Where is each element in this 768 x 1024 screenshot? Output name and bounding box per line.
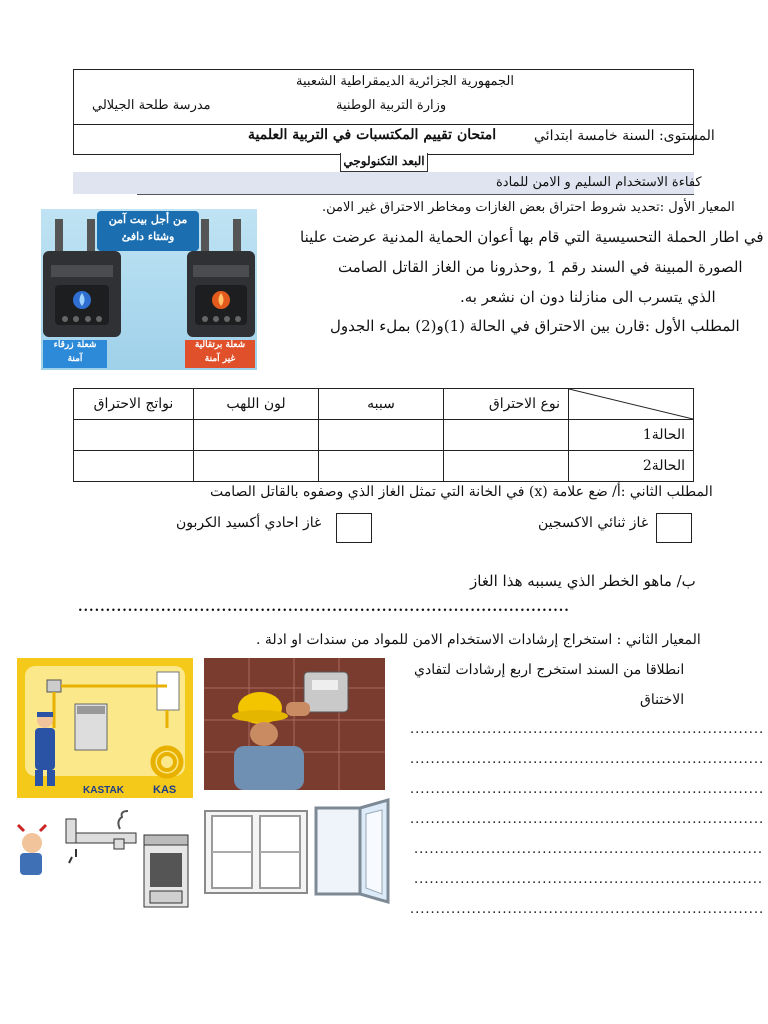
safety-poster-image: [41, 209, 257, 370]
poster-label-blue-2: آمنة: [67, 354, 83, 364]
table-cell[interactable]: [444, 420, 569, 451]
answer-dots-3[interactable]: .....................................................................: [410, 782, 765, 797]
paragraph-line1: في اطار الحملة التحسيسية التي قام بها أعوان الحماية المدنية عرضت علينا: [300, 228, 764, 246]
table-cell[interactable]: [444, 451, 569, 482]
criterion2-instruction-2: الاختناق: [640, 692, 685, 708]
poster-headline-2: وشتاء دافئ: [121, 230, 175, 243]
task1-instruction: المطلب الأول :قارن بين الاحتراق في الحالة (1)و(2) بملء الجدول: [330, 317, 740, 335]
competency-underline: [137, 194, 694, 195]
answer-dots-2[interactable]: .....................................................................: [410, 752, 765, 767]
paragraph-line2: الصورة المبينة في السند رقم 1 ,وحذرونا من الغاز القاتل الصامت: [338, 258, 743, 276]
open-window-image: [314, 798, 392, 906]
school-name: مدرسة طلحة الجيلالي: [92, 98, 211, 113]
row-label-case1: الحالة1: [569, 420, 694, 451]
table-row: [74, 420, 694, 451]
table-corner-cell: [569, 389, 694, 420]
criterion2-title: المعيار الثاني : استخراج إرشادات الاستخدام الامن للمواد من سندات او ادلة .: [256, 632, 701, 648]
checkbox-carbon-monoxide[interactable]: [336, 513, 372, 543]
task2-instruction: المطلب الثاني :أ/ ضع علامة (x) في الخانة التي تمثل الغاز الذي وصفوه بالقاتل الصامت: [210, 484, 713, 500]
technician-illustration: [204, 658, 385, 790]
answer-dots-4[interactable]: .....................................................................: [410, 812, 765, 827]
checkbox-oxygen[interactable]: [656, 513, 692, 543]
poster-label-blue-1: شعلة زرقاء: [53, 340, 97, 350]
row-label-case2: الحالة2: [569, 451, 694, 482]
table-cell[interactable]: [74, 420, 194, 451]
header-separator: [74, 124, 693, 125]
criterion1-title: المعيار الأول :تحديد شروط احتراق بعض الغازات ومخاطر الاحتراق غير الامن.: [322, 200, 735, 215]
table-cell[interactable]: [194, 451, 319, 482]
closed-window-icon: [204, 810, 308, 894]
closed-window-image: [204, 810, 308, 894]
header-combustion-products: نواتج الاحتراق: [74, 389, 194, 420]
header-flame-color: لون اللهب: [194, 389, 319, 420]
answer-dots-5[interactable]: ....................................................................: [414, 842, 763, 857]
header-cause: سببه: [319, 389, 444, 420]
table-header-row: [74, 389, 694, 420]
table-cell[interactable]: [194, 420, 319, 451]
poster-label-orange-2: غير آمنة: [204, 354, 236, 364]
table-row: [74, 451, 694, 482]
ministry-title: وزارة التربية الوطنية: [336, 98, 447, 113]
gas-leak-stove-image: [10, 805, 192, 915]
technician-photo: [204, 658, 385, 790]
exam-title: امتحان تقييم المكتسبات في التربية العلمية: [248, 127, 497, 143]
criterion2-instruction-1: انطلاقا من السند استخرج اربع إرشادات لتفادي: [414, 662, 685, 678]
answer-dots-1[interactable]: .....................................................................: [410, 722, 765, 737]
header-combustion-type: نوع الاحتراق: [444, 389, 569, 420]
paragraph-line3: الذي يتسرب الى منازلنا دون ان نشعر به.: [460, 288, 716, 306]
gas-installation-image: [17, 658, 193, 798]
gas-leak-illustration: [10, 805, 192, 915]
answer-dots-7[interactable]: .....................................................................: [410, 902, 765, 917]
republic-title: الجمهورية الجزائرية الديمقراطية الشعبية: [296, 74, 514, 89]
poster-label-orange-1: شعلة برتقالية: [194, 340, 246, 350]
level-label: المستوى: السنة خامسة ابتدائي: [534, 128, 715, 144]
table-cell[interactable]: [74, 451, 194, 482]
poster-headline-1: من أجل بيت آمن: [108, 213, 188, 226]
diagonal-line: [569, 389, 693, 419]
table-cell[interactable]: [319, 451, 444, 482]
answer-dots-b[interactable]: .........................................................................................: [78, 600, 570, 615]
brand-kastak: KASTAK: [83, 785, 124, 796]
question-b: ب/ ماهو الخطر الذي يسببه هذا الغاز: [470, 572, 696, 590]
option-oxygen-label: غاز ثنائي الاكسجين: [538, 515, 649, 531]
dimension-tab: البعد التكنولوجي: [340, 153, 428, 172]
brand-kas: KAS: [153, 784, 177, 796]
competency-title: كفاءة الاستخدام السليم و الامن للمادة: [496, 175, 702, 190]
answer-dots-6[interactable]: ....................................................................: [414, 872, 763, 887]
comparison-table: [73, 388, 694, 482]
option-co-label: غاز احادي أكسيد الكربون: [176, 515, 322, 531]
gas-installation-illustration: [17, 658, 193, 798]
open-window-icon: [314, 798, 392, 906]
table-cell[interactable]: [319, 420, 444, 451]
